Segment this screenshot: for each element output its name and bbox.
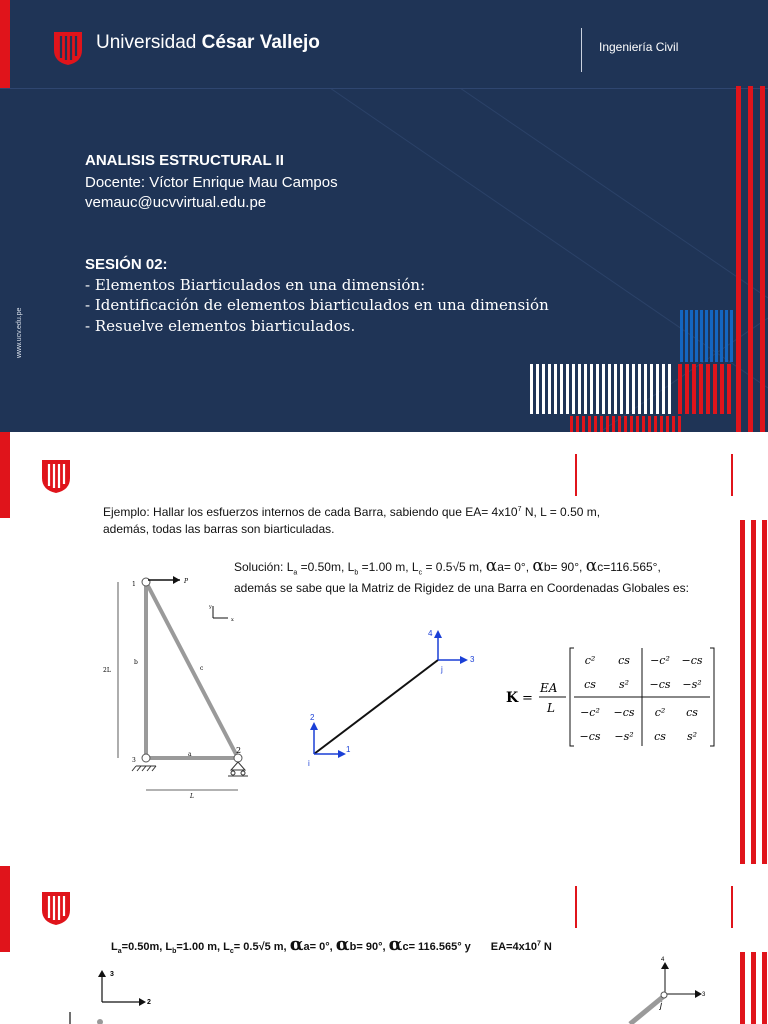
left-red-bar bbox=[0, 0, 10, 88]
course-title: ANALISIS ESTRUCTURAL II bbox=[85, 152, 284, 169]
global-axes-right bbox=[620, 952, 720, 1024]
axis-label: 2 bbox=[147, 999, 151, 1006]
example-statement-line1: Ejemplo: Hallar los esfuerzos internos de cada Barra, sabiendo que $EA= 4x10^7$ N, L = 0.50 m, bbox=[103, 505, 601, 519]
ucv-shield-logo bbox=[52, 30, 84, 66]
matrix-k-symbol: K bbox=[506, 690, 519, 706]
email-line: vemauc@ucvvirtual.edu.pe bbox=[85, 194, 267, 211]
dof-label: 2 bbox=[310, 713, 315, 722]
bar-label-c: c bbox=[200, 665, 204, 672]
matrix-cell: c² bbox=[654, 706, 666, 719]
matrix-cell: −s² bbox=[682, 678, 702, 691]
bar-label-b: b bbox=[134, 659, 138, 666]
ucv-shield-icon bbox=[40, 890, 72, 926]
dim-label-2l: 2L bbox=[103, 667, 111, 674]
right-red-stripes bbox=[738, 952, 768, 1024]
matrix-cell: cs bbox=[654, 730, 666, 743]
university-name: Universidad César Vallejo bbox=[96, 32, 320, 53]
axis-label: 4 bbox=[661, 957, 665, 963]
truss-diagram bbox=[100, 572, 250, 800]
summary-line: $L_a=0.50m$, $L_b=1.00$ m, $L_c= 0.5√5$ m, αa= 0°, αb= 90°, αc= 116.565° y $EA=4x10^7$ N bbox=[111, 934, 552, 956]
topic-3: - Resuelve elementos biarticulados. bbox=[85, 317, 356, 335]
matrix-cell: −cs bbox=[579, 730, 601, 743]
matrix-cell: −cs bbox=[649, 678, 671, 691]
matrix-cell: s² bbox=[686, 730, 698, 743]
left-red-bar bbox=[0, 432, 10, 518]
element-diagram bbox=[300, 620, 480, 770]
example-slide bbox=[0, 432, 768, 864]
dof-label: 1 bbox=[346, 745, 351, 754]
right-red-stripes bbox=[738, 520, 768, 864]
node-j-label: j bbox=[441, 665, 443, 674]
axis-label: 3 bbox=[702, 992, 706, 998]
vertical-url: www.ucv.edu.pe bbox=[16, 307, 23, 358]
axis-y-label: y bbox=[209, 604, 212, 610]
equals-sign: = bbox=[522, 691, 533, 706]
title-slide bbox=[0, 0, 768, 432]
solution-line1: Solución: $L_a =0.50m$, $L_b =1.00$ m, $L_c = 0.5√5$ m, αa= 0°, αb= 90°, αc=116.565°, bbox=[234, 556, 661, 577]
docente-line: Docente: Víctor Enrique Mau Campos bbox=[85, 174, 338, 191]
node-label: 1 bbox=[132, 581, 136, 588]
header-tick-right bbox=[731, 454, 733, 496]
matrix-cell: c² bbox=[584, 654, 596, 667]
global-axes-left bbox=[60, 964, 160, 1024]
matrix-cell: cs bbox=[686, 706, 698, 719]
matrix-cell: −cs bbox=[681, 654, 703, 667]
matrix-cell: cs bbox=[584, 678, 596, 691]
matrix-cell: −c² bbox=[650, 654, 670, 667]
header-tick-right bbox=[731, 886, 733, 928]
load-label: P bbox=[184, 578, 189, 585]
bar-label-a: a bbox=[188, 751, 192, 758]
topic-1: - Elementos Biarticulados en una dimensión: bbox=[85, 276, 426, 294]
fraction-denominator: L bbox=[547, 701, 555, 715]
axis-x-label: x bbox=[231, 617, 234, 623]
node-j-label: j bbox=[660, 1000, 662, 1010]
header-tick-left bbox=[575, 886, 577, 928]
dim-label-l: L bbox=[190, 793, 194, 800]
faculty-label: Ingeniería Civil bbox=[599, 40, 679, 54]
node-label: 3 bbox=[132, 757, 136, 764]
matrix-cell: −cs bbox=[613, 706, 635, 719]
node-label: 2 bbox=[236, 746, 242, 755]
session-title: SESIÓN 02: bbox=[85, 256, 168, 273]
decorative-stripes bbox=[528, 86, 768, 432]
node-i-label: i bbox=[308, 759, 310, 768]
axis-label: 3 bbox=[110, 971, 114, 978]
matrix-cell: −s² bbox=[614, 730, 634, 743]
dof-label: 4 bbox=[428, 629, 433, 638]
header-tick-left bbox=[575, 454, 577, 496]
example-statement-line2: además, todas las barras son biarticuladas. bbox=[103, 522, 335, 536]
solution-line2: además se sabe que la Matriz de Rigidez de una Barra en Coordenadas Globales es: bbox=[234, 581, 689, 595]
ucv-shield-icon bbox=[40, 458, 72, 494]
header-separator bbox=[581, 28, 582, 72]
dof-label: 3 bbox=[470, 655, 475, 664]
stiffness-matrix bbox=[500, 642, 720, 750]
fraction-numerator: EA bbox=[540, 681, 558, 695]
matrix-cell: cs bbox=[618, 654, 630, 667]
topic-2: - Identificación de elementos biarticulados en una dimensión bbox=[85, 296, 549, 314]
matrix-cell: s² bbox=[618, 678, 630, 691]
matrix-cell: −c² bbox=[580, 706, 600, 719]
left-red-bar bbox=[0, 866, 10, 952]
